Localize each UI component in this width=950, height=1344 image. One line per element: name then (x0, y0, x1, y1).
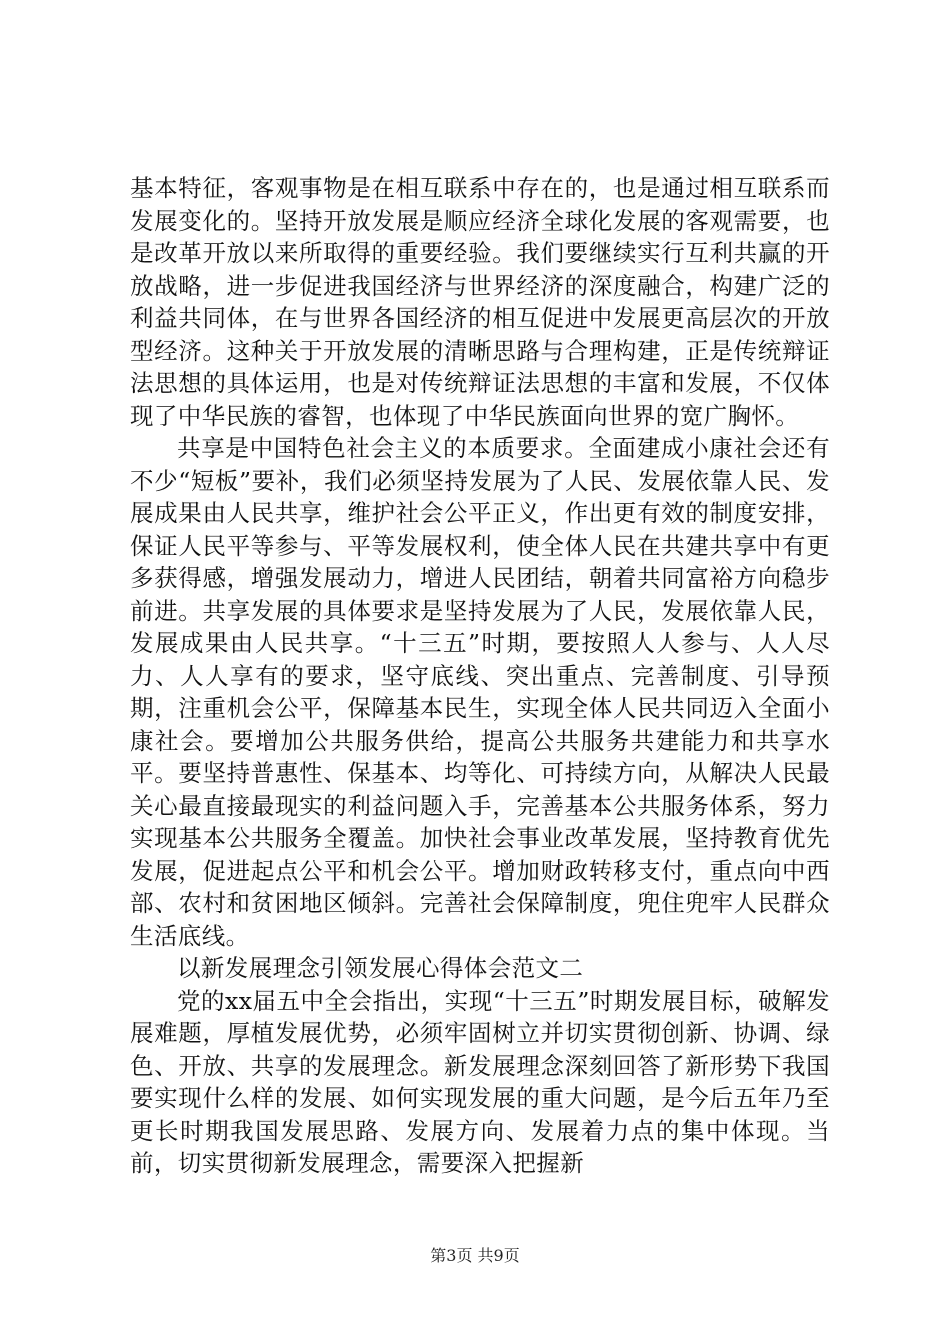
section-heading-essay-two: 以新发展理念引领发展心得体会范文二 (177, 954, 584, 982)
page-footer: 第3页 共9页 (430, 1246, 520, 1265)
paragraph-fifth-plenum: 党的xx届五中全会指出，实现“十三五”时期发展目标，破解发展难题，厚植发展优势，必须牢固树立并切实贯彻创新、协调、绿色、开放、共享的发展理念。新发展理念深刻回答了新形势下我国要实现什么样的发展、如何实现发展的重大问题，是今后五年乃至更长时期我国发展思路、发展方向、发展着力点的集中体现。当前，切实贯彻新发展理念，需要深入把握新 (130, 986, 830, 1177)
body-text (130, 172, 830, 1180)
paragraph-shared-development: 共享是中国特色社会主义的本质要求。全面建成小康社会还有不少“短板”要补，我们必须坚持发展为了人民、发展依靠人民、发展成果由人民共享，维护社会公平正义，作出更有效的制度安排，保证人民平等参与、平等发展权利，使全体人民在共建共享中有更多获得感，增强发展动力，增进人民团结，朝着共同富裕方向稳步前进。共享发展的具体要求是坚持发展为了人民，发展依靠人民，发展成果由人民共享。“十三五”时期，要按照人人参与、人人尽力、人人享有的要求，坚守底线、突出重点、完善制度、引导预期，注重机会公平，保障基本民生，实现全体人民共同迈入全面小康社会。要增加公共服务供给，提高公共服务共建能力和共享水平。要坚持普惠性、保基本、均等化、可持续方向，从解决人民最关心最直接最现实的利益问题入手，完善基本公共服务体系，努力实现基本公共服务全覆盖。加快社会事业改革发展，坚持教育优先发展，促进起点公平和机会公平。增加财政转移支付，重点向中西部、农村和贫困地区倾斜。完善社会保障制度，兜住兜牢人民群众生活底线。 (130, 434, 830, 950)
paragraph-open-development: 基本特征，客观事物是在相互联系中存在的，也是通过相互联系而发展变化的。坚持开放发展是顺应经济全球化发展的客观需要，也是改革开放以来所取得的重要经验。我们要继续实行互利共赢的开放战略，进一步促进我国经济与世界经济的深度融合，构建广泛的利益共同体，在与世界各国经济的相互促进中发展更高层次的开放型经济。这种关于开放发展的清晰思路与合理构建，正是传统辩证法思想的具体运用，也是对传统辩证法思想的丰富和发展，不仅体现了中华民族的睿智，也体现了中华民族面向世界的宽广胸怀。 (130, 174, 830, 430)
